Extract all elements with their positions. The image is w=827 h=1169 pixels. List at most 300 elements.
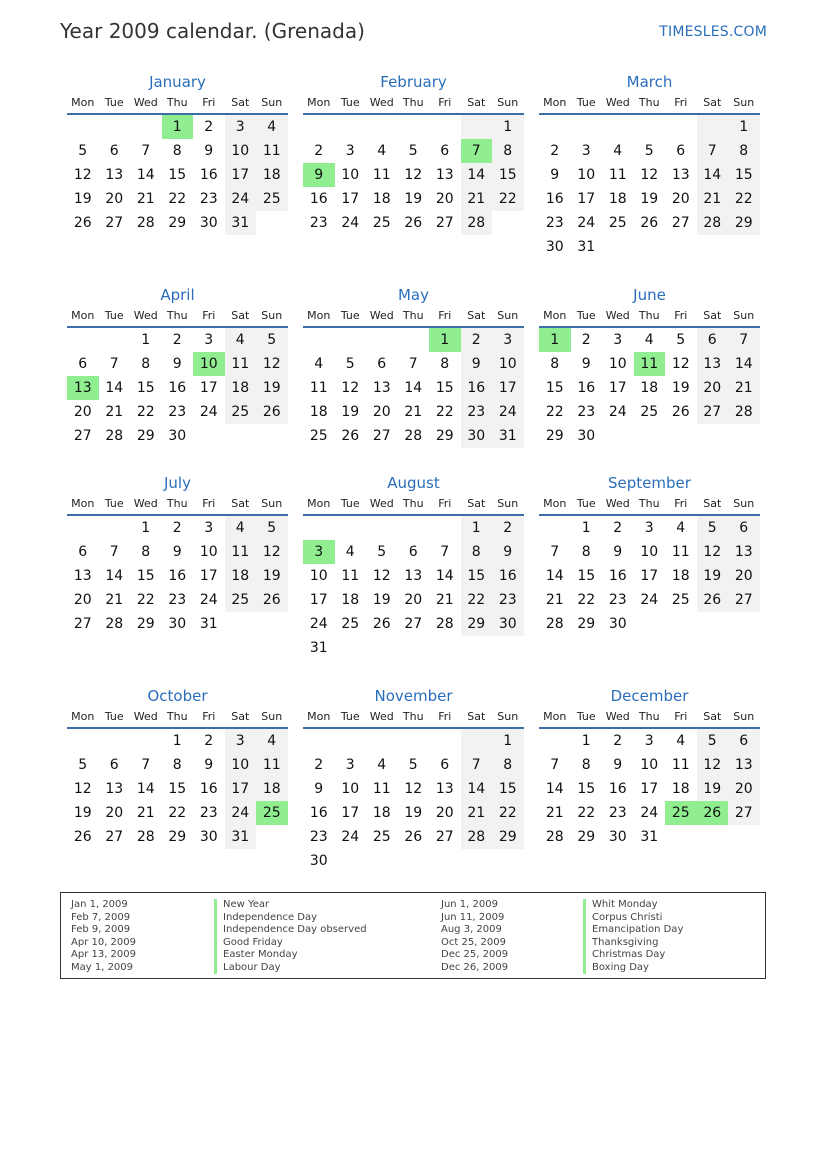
empty-cell bbox=[366, 328, 398, 352]
day-cell: 21 bbox=[461, 187, 493, 211]
day-cell: 22 bbox=[728, 187, 760, 211]
day-cell: 10 bbox=[577, 167, 596, 183]
holiday-day-cell: 1 bbox=[162, 115, 194, 139]
empty-cell bbox=[67, 729, 99, 753]
empty-cell bbox=[99, 328, 131, 352]
day-cell: 15 bbox=[168, 781, 187, 797]
weekday-label: Tue bbox=[576, 309, 596, 322]
day-cell: 11 bbox=[225, 540, 257, 564]
day-cell: 11 bbox=[671, 544, 690, 560]
day-cell: 9 bbox=[172, 356, 182, 372]
legend-dates-column-1 bbox=[71, 899, 136, 974]
day-cell: 20 bbox=[105, 191, 124, 207]
day-cell: 15 bbox=[168, 167, 187, 183]
day-cell: 23 bbox=[577, 404, 596, 420]
day-cell: 20 bbox=[372, 404, 391, 420]
day-cell: 21 bbox=[461, 801, 493, 825]
day-grid bbox=[303, 729, 524, 873]
legend-holiday-name: Christmas Day bbox=[583, 949, 683, 962]
day-cell: 24 bbox=[225, 187, 257, 211]
weekday-label: Fri bbox=[438, 96, 452, 109]
day-cell: 20 bbox=[435, 191, 454, 207]
day-cell: 19 bbox=[256, 376, 288, 400]
weekday-label: Sat bbox=[231, 497, 250, 510]
day-cell: 3 bbox=[492, 328, 524, 352]
weekday-header bbox=[67, 497, 288, 516]
day-cell: 18 bbox=[372, 191, 391, 207]
weekday-label: Wed bbox=[605, 497, 630, 510]
day-cell: 13 bbox=[372, 380, 391, 396]
day-cell: 1 bbox=[492, 729, 524, 753]
day-cell: 28 bbox=[728, 400, 760, 424]
weekday-label: Thu bbox=[638, 309, 660, 322]
weekday-label: Wed bbox=[605, 96, 630, 109]
weekday-label: Mon bbox=[307, 710, 331, 723]
day-cell: 5 bbox=[345, 356, 355, 372]
day-cell: 19 bbox=[671, 380, 690, 396]
day-cell: 15 bbox=[577, 781, 596, 797]
month-name: March bbox=[626, 73, 673, 91]
day-cell: 27 bbox=[105, 215, 124, 231]
weekday-label: Thu bbox=[402, 497, 424, 510]
day-cell: 25 bbox=[608, 215, 627, 231]
empty-cell bbox=[398, 115, 430, 139]
day-cell: 16 bbox=[199, 167, 218, 183]
day-cell: 12 bbox=[404, 781, 423, 797]
day-cell: 6 bbox=[377, 356, 387, 372]
empty-cell bbox=[539, 516, 571, 540]
legend-holiday-name: Corpus Christi bbox=[583, 912, 683, 925]
weekday-header bbox=[303, 96, 524, 115]
day-cell: 26 bbox=[671, 404, 690, 420]
day-cell: 12 bbox=[341, 380, 360, 396]
day-cell: 21 bbox=[136, 805, 155, 821]
day-cell: 21 bbox=[728, 376, 760, 400]
empty-cell bbox=[461, 729, 493, 753]
day-cell: 4 bbox=[256, 115, 288, 139]
day-cell: 8 bbox=[581, 544, 591, 560]
day-cell: 19 bbox=[372, 592, 391, 608]
weekday-label: Fri bbox=[438, 710, 452, 723]
day-cell: 20 bbox=[73, 404, 92, 420]
day-cell: 4 bbox=[225, 328, 257, 352]
day-cell: 18 bbox=[640, 380, 659, 396]
weekday-label: Fri bbox=[438, 309, 452, 322]
weekday-label: Wed bbox=[369, 497, 394, 510]
day-cell: 17 bbox=[577, 191, 596, 207]
day-cell: 18 bbox=[372, 805, 391, 821]
legend-holiday-name: Boxing Day bbox=[583, 962, 683, 975]
day-cell: 3 bbox=[581, 143, 591, 159]
day-cell: 7 bbox=[550, 757, 560, 773]
day-cell: 10 bbox=[309, 568, 328, 584]
day-cell: 5 bbox=[78, 143, 88, 159]
day-cell: 17 bbox=[225, 777, 257, 801]
day-cell: 22 bbox=[492, 801, 524, 825]
day-cell: 2 bbox=[314, 757, 324, 773]
day-cell: 23 bbox=[461, 400, 493, 424]
weekday-label: Sat bbox=[703, 309, 722, 322]
day-cell: 9 bbox=[172, 544, 182, 560]
day-cell: 12 bbox=[256, 540, 288, 564]
legend-date: May 1, 2009 bbox=[71, 961, 134, 973]
holiday-day-cell: 25 bbox=[665, 801, 697, 825]
day-cell: 14 bbox=[105, 380, 124, 396]
day-cell: 21 bbox=[136, 191, 155, 207]
day-cell: 29 bbox=[168, 829, 187, 845]
month-name: January bbox=[149, 73, 206, 91]
day-cell: 21 bbox=[105, 592, 124, 608]
day-cell: 30 bbox=[577, 428, 596, 444]
day-cell: 24 bbox=[640, 805, 659, 821]
day-grid bbox=[303, 115, 524, 235]
empty-cell bbox=[429, 516, 461, 540]
empty-cell bbox=[634, 115, 666, 139]
weekday-label: Mon bbox=[71, 309, 95, 322]
weekday-label: Sun bbox=[497, 96, 519, 109]
day-cell: 13 bbox=[73, 568, 92, 584]
weekday-label: Sat bbox=[467, 309, 486, 322]
weekday-label: Sat bbox=[231, 96, 250, 109]
weekday-label: Thu bbox=[166, 710, 188, 723]
day-cell: 5 bbox=[408, 757, 418, 773]
day-cell: 18 bbox=[671, 568, 690, 584]
day-cell: 26 bbox=[341, 428, 360, 444]
day-cell: 14 bbox=[435, 568, 454, 584]
day-cell: 9 bbox=[314, 781, 324, 797]
weekday-label: Tue bbox=[340, 96, 360, 109]
day-cell: 27 bbox=[697, 400, 729, 424]
day-cell: 7 bbox=[109, 544, 119, 560]
day-cell: 2 bbox=[550, 143, 560, 159]
day-cell: 23 bbox=[168, 404, 187, 420]
day-cell: 2 bbox=[492, 516, 524, 540]
day-cell: 25 bbox=[640, 404, 659, 420]
day-cell: 22 bbox=[168, 191, 187, 207]
weekday-label: Sat bbox=[703, 497, 722, 510]
day-cell: 8 bbox=[141, 356, 151, 372]
day-cell: 18 bbox=[225, 376, 257, 400]
day-cell: 13 bbox=[435, 781, 454, 797]
day-cell: 10 bbox=[225, 753, 257, 777]
day-cell: 12 bbox=[404, 167, 423, 183]
weekday-label: Wed bbox=[605, 309, 630, 322]
day-cell: 30 bbox=[461, 424, 493, 448]
weekday-label: Mon bbox=[543, 309, 567, 322]
weekday-label: Sun bbox=[733, 309, 755, 322]
day-cell: 14 bbox=[136, 167, 155, 183]
day-cell: 11 bbox=[608, 167, 627, 183]
day-cell: 5 bbox=[697, 729, 729, 753]
day-cell: 24 bbox=[341, 829, 360, 845]
weekday-label: Fri bbox=[674, 710, 688, 723]
empty-cell bbox=[335, 328, 367, 352]
day-cell: 28 bbox=[545, 829, 564, 845]
weekday-label: Sat bbox=[231, 710, 250, 723]
weekday-label: Thu bbox=[638, 710, 660, 723]
day-cell: 11 bbox=[256, 753, 288, 777]
day-cell: 1 bbox=[581, 520, 591, 536]
day-cell: 25 bbox=[372, 215, 391, 231]
legend-date: Dec 26, 2009 bbox=[441, 961, 509, 973]
empty-cell bbox=[398, 328, 430, 352]
day-cell: 6 bbox=[728, 729, 760, 753]
month-december bbox=[539, 686, 760, 849]
day-cell: 7 bbox=[440, 544, 450, 560]
day-cell: 22 bbox=[492, 187, 524, 211]
weekday-label: Wed bbox=[369, 710, 394, 723]
day-cell: 30 bbox=[309, 853, 328, 869]
day-cell: 31 bbox=[640, 829, 659, 845]
weekday-label: Sat bbox=[231, 309, 250, 322]
day-cell: 14 bbox=[461, 777, 493, 801]
weekday-label: Mon bbox=[307, 497, 331, 510]
day-cell: 7 bbox=[141, 757, 151, 773]
legend-date: Jan 1, 2009 bbox=[71, 899, 128, 910]
day-cell: 28 bbox=[105, 428, 124, 444]
day-cell: 22 bbox=[168, 805, 187, 821]
empty-cell bbox=[67, 516, 99, 540]
legend-holiday-name: New Year bbox=[214, 899, 367, 912]
day-cell: 1 bbox=[581, 733, 591, 749]
weekday-label: Thu bbox=[638, 497, 660, 510]
day-cell: 27 bbox=[671, 215, 690, 231]
weekday-label: Sun bbox=[261, 96, 283, 109]
weekday-label: Fri bbox=[202, 497, 216, 510]
day-cell: 30 bbox=[608, 829, 627, 845]
day-cell: 30 bbox=[199, 215, 218, 231]
day-cell: 27 bbox=[105, 829, 124, 845]
day-cell: 24 bbox=[608, 404, 627, 420]
day-cell: 4 bbox=[377, 757, 387, 773]
day-cell: 22 bbox=[435, 404, 454, 420]
brand-link[interactable]: TIMESLES.COM bbox=[659, 24, 767, 40]
month-april bbox=[67, 285, 288, 448]
day-cell: 19 bbox=[404, 805, 423, 821]
empty-cell bbox=[335, 516, 367, 540]
holiday-day-cell: 9 bbox=[303, 163, 335, 187]
weekday-label: Sun bbox=[733, 96, 755, 109]
weekday-label: Sat bbox=[467, 497, 486, 510]
day-cell: 3 bbox=[644, 520, 654, 536]
day-cell: 15 bbox=[728, 163, 760, 187]
day-cell: 8 bbox=[581, 757, 591, 773]
day-cell: 29 bbox=[136, 428, 155, 444]
day-grid bbox=[303, 516, 524, 660]
weekday-header bbox=[539, 96, 760, 115]
day-cell: 31 bbox=[225, 825, 257, 849]
weekday-label: Tue bbox=[340, 309, 360, 322]
day-cell: 1 bbox=[141, 520, 151, 536]
day-cell: 29 bbox=[545, 428, 564, 444]
day-cell: 10 bbox=[640, 544, 659, 560]
empty-cell bbox=[539, 115, 571, 139]
day-cell: 27 bbox=[728, 801, 760, 825]
day-cell: 13 bbox=[697, 352, 729, 376]
holiday-legend bbox=[60, 892, 766, 979]
day-cell: 12 bbox=[372, 568, 391, 584]
month-january bbox=[67, 72, 288, 235]
day-grid bbox=[539, 729, 760, 849]
day-grid bbox=[67, 516, 288, 636]
day-cell: 6 bbox=[78, 356, 88, 372]
day-cell: 27 bbox=[73, 428, 92, 444]
day-cell: 19 bbox=[640, 191, 659, 207]
day-cell: 23 bbox=[545, 215, 564, 231]
day-cell: 25 bbox=[671, 592, 690, 608]
day-cell: 25 bbox=[309, 428, 328, 444]
day-cell: 6 bbox=[440, 143, 450, 159]
day-cell: 22 bbox=[577, 805, 596, 821]
day-cell: 27 bbox=[404, 616, 423, 632]
day-cell: 20 bbox=[728, 777, 760, 801]
day-cell: 11 bbox=[225, 352, 257, 376]
empty-cell bbox=[335, 729, 367, 753]
day-grid bbox=[303, 328, 524, 448]
day-cell: 17 bbox=[640, 781, 659, 797]
weekday-label: Sat bbox=[467, 96, 486, 109]
weekday-label: Thu bbox=[402, 96, 424, 109]
day-cell: 3 bbox=[613, 332, 623, 348]
empty-cell bbox=[665, 115, 697, 139]
day-cell: 14 bbox=[545, 781, 564, 797]
day-cell: 8 bbox=[492, 139, 524, 163]
day-cell: 15 bbox=[577, 568, 596, 584]
day-cell: 19 bbox=[697, 777, 729, 801]
day-cell: 4 bbox=[377, 143, 387, 159]
weekday-label: Wed bbox=[605, 710, 630, 723]
holiday-day-cell: 26 bbox=[697, 801, 729, 825]
weekday-label: Fri bbox=[202, 710, 216, 723]
day-cell: 25 bbox=[225, 400, 257, 424]
day-cell: 17 bbox=[225, 163, 257, 187]
day-cell: 12 bbox=[256, 352, 288, 376]
legend-date: Oct 25, 2009 bbox=[441, 936, 506, 948]
month-name: October bbox=[147, 687, 208, 705]
month-name: November bbox=[374, 687, 453, 705]
day-cell: 17 bbox=[640, 568, 659, 584]
day-cell: 14 bbox=[461, 163, 493, 187]
day-cell: 31 bbox=[577, 239, 596, 255]
month-september bbox=[539, 473, 760, 636]
day-cell: 18 bbox=[608, 191, 627, 207]
day-cell: 11 bbox=[671, 757, 690, 773]
day-cell: 9 bbox=[613, 757, 623, 773]
page-title: Year 2009 calendar. (Grenada) bbox=[60, 19, 365, 43]
day-cell: 8 bbox=[728, 139, 760, 163]
day-cell: 19 bbox=[404, 191, 423, 207]
day-cell: 30 bbox=[545, 239, 564, 255]
day-cell: 17 bbox=[199, 568, 218, 584]
day-cell: 31 bbox=[225, 211, 257, 235]
day-cell: 29 bbox=[168, 215, 187, 231]
day-cell: 22 bbox=[577, 592, 596, 608]
day-cell: 14 bbox=[136, 781, 155, 797]
legend-holiday-name: Independence Day observed bbox=[214, 924, 367, 937]
day-cell: 26 bbox=[404, 829, 423, 845]
month-name: May bbox=[397, 286, 429, 304]
month-march bbox=[539, 72, 760, 259]
weekday-label: Sun bbox=[733, 497, 755, 510]
legend-holiday-name: Easter Monday bbox=[214, 949, 367, 962]
day-cell: 3 bbox=[204, 520, 214, 536]
weekday-label: Mon bbox=[71, 497, 95, 510]
day-cell: 28 bbox=[105, 616, 124, 632]
day-cell: 15 bbox=[492, 163, 524, 187]
weekday-label: Mon bbox=[307, 96, 331, 109]
day-cell: 28 bbox=[461, 211, 493, 235]
day-cell: 9 bbox=[204, 757, 214, 773]
weekday-label: Sun bbox=[261, 710, 283, 723]
day-cell: 29 bbox=[492, 825, 524, 849]
day-cell: 18 bbox=[256, 163, 288, 187]
day-cell: 4 bbox=[345, 544, 355, 560]
weekday-label: Tue bbox=[104, 497, 124, 510]
day-cell: 20 bbox=[697, 376, 729, 400]
day-cell: 26 bbox=[404, 215, 423, 231]
day-cell: 27 bbox=[728, 588, 760, 612]
weekday-label: Mon bbox=[307, 309, 331, 322]
day-cell: 6 bbox=[408, 544, 418, 560]
day-cell: 12 bbox=[640, 167, 659, 183]
weekday-label: Mon bbox=[543, 497, 567, 510]
day-cell: 25 bbox=[372, 829, 391, 845]
day-cell: 16 bbox=[461, 376, 493, 400]
empty-cell bbox=[429, 115, 461, 139]
day-cell: 13 bbox=[728, 753, 760, 777]
day-cell: 6 bbox=[676, 143, 686, 159]
legend-holiday-name: Labour Day bbox=[214, 962, 367, 975]
day-cell: 5 bbox=[644, 143, 654, 159]
day-cell: 12 bbox=[671, 356, 690, 372]
day-cell: 4 bbox=[676, 733, 686, 749]
weekday-header bbox=[303, 710, 524, 729]
holiday-day-cell: 3 bbox=[303, 540, 335, 564]
month-august bbox=[303, 473, 524, 660]
weekday-label: Sun bbox=[261, 497, 283, 510]
legend-holiday-name: Independence Day bbox=[214, 912, 367, 925]
weekday-label: Sun bbox=[261, 309, 283, 322]
empty-cell bbox=[303, 115, 335, 139]
day-cell: 11 bbox=[309, 380, 328, 396]
day-cell: 6 bbox=[697, 328, 729, 352]
day-cell: 4 bbox=[314, 356, 324, 372]
day-cell: 24 bbox=[199, 592, 218, 608]
day-cell: 24 bbox=[225, 801, 257, 825]
day-cell: 23 bbox=[199, 191, 218, 207]
day-cell: 4 bbox=[225, 516, 257, 540]
empty-cell bbox=[461, 115, 493, 139]
day-cell: 22 bbox=[136, 404, 155, 420]
day-cell: 16 bbox=[608, 781, 627, 797]
day-cell: 19 bbox=[73, 191, 92, 207]
day-cell: 27 bbox=[73, 616, 92, 632]
day-cell: 18 bbox=[309, 404, 328, 420]
day-cell: 15 bbox=[435, 380, 454, 396]
day-cell: 8 bbox=[172, 143, 182, 159]
day-cell: 26 bbox=[73, 215, 92, 231]
day-cell: 7 bbox=[141, 143, 151, 159]
day-cell: 13 bbox=[728, 540, 760, 564]
weekday-label: Tue bbox=[576, 710, 596, 723]
day-cell: 9 bbox=[613, 544, 623, 560]
day-cell: 21 bbox=[435, 592, 454, 608]
day-cell: 17 bbox=[199, 380, 218, 396]
day-cell: 30 bbox=[168, 616, 187, 632]
day-cell: 8 bbox=[172, 757, 182, 773]
day-cell: 25 bbox=[225, 588, 257, 612]
day-grid bbox=[539, 516, 760, 636]
